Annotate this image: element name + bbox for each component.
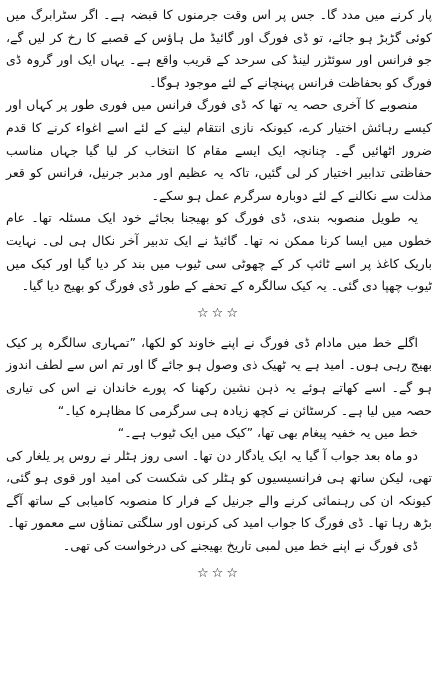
section-separator-end: ☆☆☆ [197, 565, 241, 581]
paragraph-7: ڈی فورگ نے اپنے خط میں لمبی تاریخ بھیجنے کی درخواست کی تھی۔ [62, 538, 418, 554]
document-page [6, 4, 432, 592]
paragraph-3: یہ طویل منصوبہ بندی، ڈی فورگ کو بھیجنا بجائے خود ایک مسئلہ تھا۔ عام خطوں میں ایسا کرنا ممکن نہ تھا۔ گائیڈ نے ایک تدبیر آخر نکال ہی لی۔ نہایت باریک کاغذ پر اسے ٹائپ کر کے چھوٹی سی ٹیوب میں بند کر دیا گیا اور کیک میں ٹیوب چھپا دی گئی۔ یہ کیک سالگرہ کے تحفے کے طور ڈی فورگ کو بھیج دیا گیا۔ [6, 210, 432, 294]
section-separator: ☆☆☆ [197, 305, 241, 321]
paragraph-6: دو ماہ بعد جواب آ گیا یہ ایک یادگار دن تھا۔ اسی روز ہٹلر نے روس پر یلغار کی تھی، لیکن ساتھ ہی فرانسیسیوں کو ہٹلر کی شکست کی امید اور قوی ہو گئی، کیونکہ ان کی رہنمائی کرنے والے جرنیل کے فرار کا منصوبہ کامیابی کے ساتھ آگے بڑھ رہا تھا۔ ڈی فورگ کا جواب امید کی کرنوں اور سلگتی تمناؤں سے معمور تھا۔ [6, 447, 432, 531]
paragraph-5: خط میں یہ خفیہ پیغام بھی تھا، ”کیک میں ایک ٹیوب ہے۔“ [117, 425, 418, 441]
paragraph-4: اگلے خط میں مادام ڈی فورگ نے اپنے خاوند کو لکھا، ”تمہاری سالگرہ پر کیک بھیج رہی ہوں۔ امید ہے یہ ٹھیک ذی وصول ہو جائے گا اور تم اس سے لطف اندوز ہو گے۔ اسے کھاتے ہوئے یہ ذہن نشین رکھنا کہ پورے خاندان نے اس کی تیاری حصہ میں لیا ہے۔ کرسٹائن نے کچھ زیادہ ہی سرگرمی کا مظاہرہ کیا۔“ [6, 334, 432, 418]
paragraph-2: منصوبے کا آخری حصہ یہ تھا کہ ڈی فورگ فرانس میں فوری طور پر کہاں اور کیسے رہائش اختیار کرے، کیونکہ نازی انتقام لینے کے لئے اسے اغواء کرنے کا قدم ضرور اٹھائیں گے۔ چنانچہ ایک ایسے مقام کا انتخاب کر لیا گیا جہاں مناسب حفاظتی تدابیر اختیار کر لی گئیں، تاکہ یہ عظیم اور مدبر جرنیل، فرانس کو قعر مذلت سے نکالنے کے لئے دوبارہ سرگرم عمل ہو سکے۔ [6, 97, 432, 203]
paragraph-1: پار کرنے میں مدد گا۔ جس پر اس وقت جرمنوں کا قبضہ ہے۔ اگر سٹرابرگ میں کوئی گڑبڑ ہو جائے، تو ڈی فورگ اور گائیڈ مل ہاؤس کے قصبے کا رخ کر لیں گے، جو فرانس اور سوئٹزر لینڈ کی سرحد کے قریب واقع ہے۔ یہاں ایک اور گروہ ڈی فورگ کو بحفاظت فرانس پہنچانے کے لئے موجود ہوگا۔ [6, 7, 432, 90]
